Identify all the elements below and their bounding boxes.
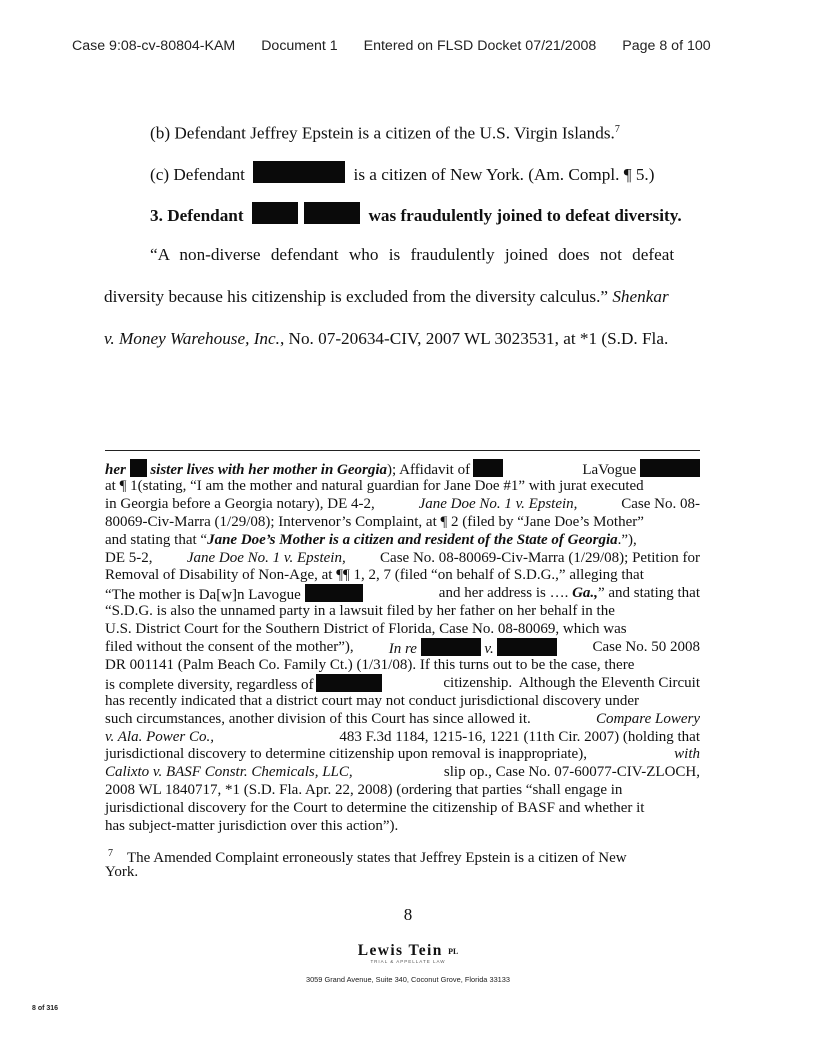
- case-citation: v.: [484, 641, 494, 657]
- footnote-7-text: York.: [105, 863, 139, 880]
- footnote-line: [105, 620, 700, 638]
- paragraph-b-text: (b) Defendant Jeffrey Epstein is a citizen of the U.S. Virgin Islands.: [150, 123, 615, 143]
- redaction-block: [640, 459, 700, 477]
- fn-text: in Georgia before a Georgia notary), DE 4-2,: [105, 495, 375, 512]
- case-citation: In re: [388, 641, 417, 657]
- fn-text: has recently indicated that a district court may not conduct jurisdictional discovery under: [105, 692, 640, 709]
- case-number: Case 9:08-cv-80804-KAM: [72, 38, 236, 54]
- redaction-block: [305, 584, 363, 602]
- fn-text: such circumstances, another division of this Court has since allowed it.: [105, 710, 531, 727]
- footnote-line: [105, 763, 700, 781]
- paragraph-c-post: is a citizen of New York. (Am. Compl. ¶ 5.): [353, 165, 655, 184]
- fn-text: Case No. 08-: [621, 495, 700, 512]
- footnote-7-number: 7: [108, 847, 113, 859]
- footnote-line: [105, 710, 700, 728]
- footnote-7-line-2: [105, 862, 700, 883]
- fn-text: 483 F.3d 1184, 1215-16, 1221 (11th Cir. 2007) (holding that: [339, 728, 700, 745]
- redaction-block: [316, 674, 382, 692]
- fn-text: Case No. 50 2008: [592, 639, 700, 655]
- redaction-block: [253, 161, 345, 183]
- paragraph-1-text: , No. 07-20634-CIV, 2007 WL 3023531, at *1 (S.D. Fla.: [279, 329, 669, 348]
- fn-text: ); Affidavit of: [387, 462, 471, 478]
- fn-text: DR 001141 (Palm Beach Co. Family Ct.) (1/31/08). If this turns out to be the case, there: [105, 656, 635, 673]
- case-citation: Calixto v. BASF Constr. Chemicals, LLC,: [105, 764, 353, 781]
- footnote-line: [105, 656, 700, 674]
- firm-suffix: PL: [448, 947, 459, 956]
- paragraph-1-text: “A non-diverse defendant who is fraudulently joined does not defeat: [150, 245, 675, 264]
- fn-text: “S.D.G. is also the unnamed party in a lawsuit filed by her father on her behalf in the: [105, 603, 615, 620]
- redaction-block: [252, 202, 298, 224]
- justified-line: [150, 244, 702, 265]
- fn-text: U.S. District Court for the Southern District of Florida, Case No. 08-80069, which was: [105, 621, 627, 638]
- fn-emphasis: Ga.,: [572, 585, 598, 602]
- fn-text: and stating that “: [105, 531, 208, 548]
- case-citation: v. Ala. Power Co.,: [105, 728, 215, 745]
- footnote-line: [105, 799, 700, 817]
- fn-text: citizenship. Although the Eleventh Circuit: [443, 674, 700, 691]
- firm-logo: [0, 942, 816, 960]
- redaction-block: [304, 202, 360, 224]
- docket-header: [72, 38, 752, 54]
- section-heading: [150, 202, 682, 226]
- redaction-block: [421, 638, 481, 656]
- paragraph-b: [150, 119, 620, 144]
- case-citation: v. Money Warehouse, Inc.: [104, 329, 280, 348]
- fn-text: .”),: [617, 531, 637, 548]
- footnote-line: [105, 692, 700, 710]
- paragraph-c: [150, 161, 654, 185]
- fn-text: DE 5-2,: [105, 549, 153, 566]
- firm-name: Lewis Tein: [357, 942, 443, 959]
- footnote-line: [105, 477, 700, 495]
- case-citation: Jane Doe No. 1 v. Epstein,: [186, 549, 346, 566]
- redaction-block: [497, 638, 557, 656]
- page-indicator: Page 8 of 100: [622, 38, 711, 54]
- document-number: Document 1: [261, 38, 338, 54]
- case-citation: with: [674, 746, 700, 763]
- case-citation: Compare Lowery: [595, 710, 700, 727]
- fn-text: jurisdictional discovery to determine citizenship upon removal is inappropriate),: [105, 746, 587, 763]
- paragraph-1-text: diversity because his citizenship is excluded from the diversity calculus.”: [104, 287, 609, 306]
- footnote-line: [105, 817, 700, 835]
- footnote-ref-7[interactable]: 7: [614, 124, 620, 135]
- heading-post: was fraudulently joined to defeat diversity.: [368, 206, 682, 225]
- paragraph-1-line-3: [104, 328, 668, 349]
- fn-text: filed without the consent of the mother”),: [105, 639, 354, 655]
- footnote-7-text: The Amended Complaint erroneously states that Jeffrey Epstein is a citizen of New: [127, 849, 627, 866]
- footnote-line: [105, 495, 700, 513]
- redaction-block: [130, 459, 147, 477]
- fn-text: ” and stating that: [597, 585, 700, 602]
- footnote-line: [105, 531, 700, 549]
- page-number: 8: [403, 905, 413, 924]
- firm-tagline: TRIAL & APPELLATE LAW: [370, 959, 446, 964]
- docket-entry: Entered on FLSD Docket 07/21/2008: [363, 38, 597, 54]
- paragraph-1-line-2: [104, 286, 669, 307]
- fn-text: and her address is ….: [438, 585, 573, 602]
- fn-text: at ¶ 1(stating, “I am the mother and natural guardian for Jane Doe #1” with jurat executed: [105, 477, 644, 494]
- fn-text: “The mother is Da[w]n Lavogue: [105, 587, 301, 604]
- fn-text: is complete diversity, regardless of: [105, 676, 314, 693]
- case-citation: Shenkar: [612, 287, 669, 306]
- fn-text: slip op., Case No. 07-60077-CIV-ZLOCH,: [443, 764, 700, 781]
- fn-text: sister lives with her mother in Georgia: [150, 462, 388, 478]
- case-citation: Jane Doe No. 1 v. Epstein,: [418, 495, 578, 512]
- footnote-line: [105, 602, 700, 620]
- footnote-line: [105, 549, 700, 567]
- fn-text: 2008 WL 1840717, *1 (S.D. Fla. Apr. 22, 2008) (ordering that parties “shall engage in: [105, 782, 623, 799]
- heading-pre: 3. Defendant: [150, 206, 244, 225]
- fn-emphasis: Jane Doe’s Mother is a citizen and resident of the State of Georgia: [207, 531, 618, 548]
- fn-text: has subject-matter jurisdiction over this action”).: [105, 818, 399, 834]
- footnote-line: [105, 781, 700, 799]
- footnote-line: [105, 728, 700, 746]
- footnote-line: [105, 745, 700, 763]
- fn-text: LaVogue: [582, 462, 637, 478]
- fn-text: Removal of Disability of Non-Age, at ¶¶ 1, 2, 7 (filed “on behalf of S.D.G.,” alleging that: [105, 567, 644, 584]
- fn-text: Case No. 08-80069-Civ-Marra (1/29/08); Petition for: [380, 549, 700, 566]
- redaction-block: [473, 459, 503, 477]
- fn-text: 80069-Civ-Marra (1/29/08); Intervenor’s Complaint, at ¶ 2 (filed by “Jane Doe’s Mother”: [105, 513, 644, 530]
- footnote-line: [105, 513, 700, 531]
- bates-number: 8 of 316: [32, 1005, 59, 1012]
- paragraph-1-line-1: [150, 244, 702, 265]
- footnote-line: [105, 566, 700, 584]
- fn-text: jurisdictional discovery for the Court to determine the citizenship of BASF and whether it: [105, 800, 645, 817]
- footnote-separator: [105, 450, 700, 451]
- paragraph-c-pre: (c) Defendant: [150, 165, 245, 184]
- firm-address: 3059 Grand Avenue, Suite 340, Coconut Grove, Florida 33133: [305, 975, 511, 984]
- fn-text: her: [105, 462, 126, 478]
